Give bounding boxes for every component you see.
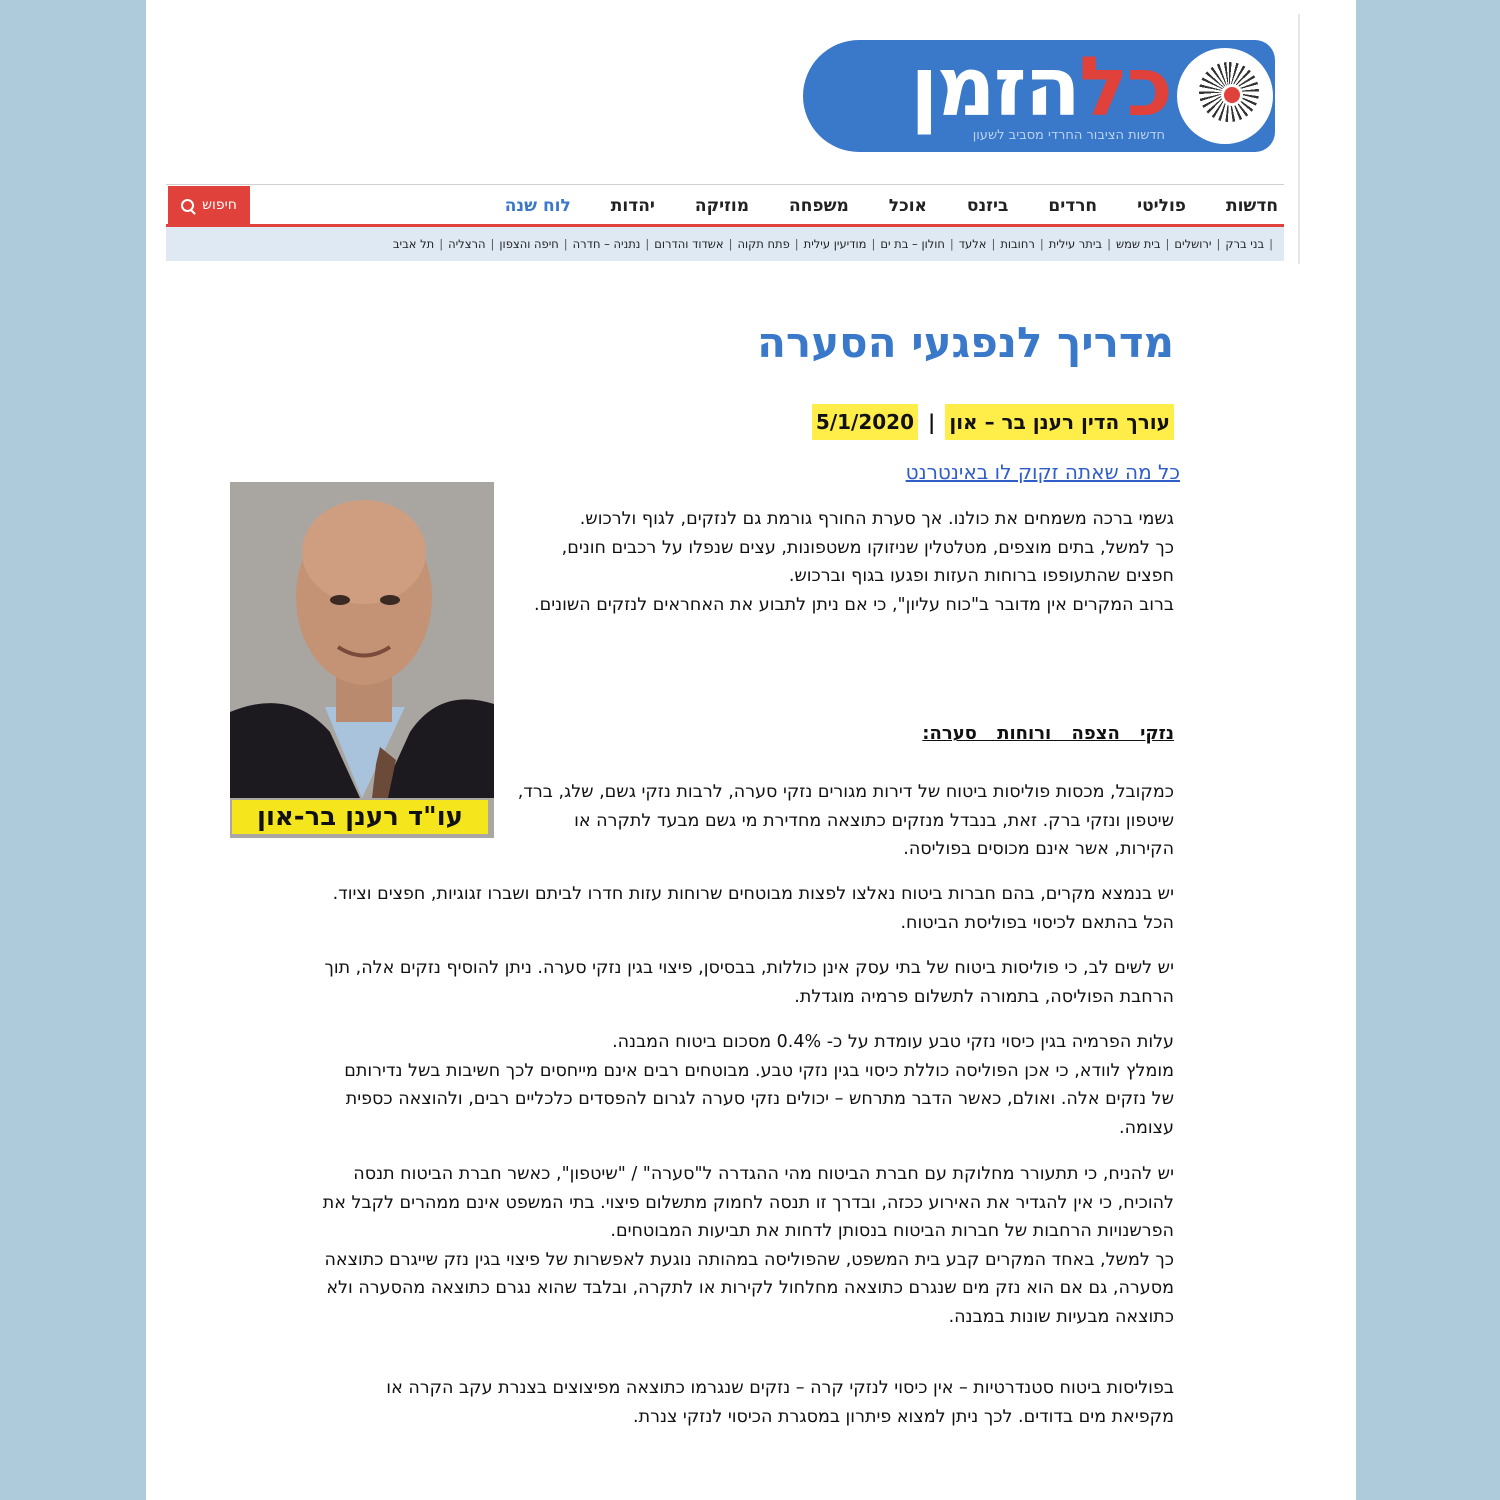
article-title: מדריך לנפגעי הסערה: [757, 318, 1174, 367]
paragraph-4: [320, 1028, 1174, 1142]
article-link[interactable]: כל מה שאתה זקוק לו באינטרנט: [905, 460, 1180, 484]
subnav-city-holon-bat-yam[interactable]: חולון – בת ים: [880, 237, 945, 251]
subnav-city-netanya-hadera[interactable]: נתניה – חדרה: [572, 237, 641, 251]
paragraph-3: יש לשים לב, כי פוליסות ביטוח של בתי עסק אינן כוללות, בבסיסן, פיצוי בגין נזקי סערה. ניתן להוסיף נזקים אלה, תוך הרחבת הפוליסה, בתמורה לתשלום פרמיה מוגדלת.: [324, 958, 1174, 1007]
nav-item-judaism[interactable]: יהדות: [610, 196, 655, 216]
city-subnav: | בני ברק | ירושלים | בית שמש | ביתר עילית | רחובות | אלעד | חולון – בת ים | מודיעין עילית | פתח תקוה | אשדוד והדרום | נתניה – חדרה | חיפה והצפון | הרצליה | תל אביב: [392, 237, 1273, 251]
nav-item-music[interactable]: מוזיקה: [694, 196, 750, 216]
subnav-city-bnei-brak[interactable]: בני ברק: [1225, 237, 1265, 251]
subnav-city-rehovot[interactable]: רחובות: [1000, 237, 1035, 251]
photo-caption: עו"ד רענן בר-און: [232, 800, 488, 834]
subnav-city-petah-tikva[interactable]: פתח תקוה: [737, 237, 790, 251]
page-edge-divider: [1298, 14, 1300, 264]
nav-item-food[interactable]: אוכל: [888, 196, 927, 216]
intro-paragraph: כך למשל, בתים מוצפים, מטלטלין שניזוקו משטפונות, עצים שנפלו על רכבים חונים, חפצים שהתעופפו ברוחות העזות ופגעו בגוף וברכוש.: [561, 537, 1174, 586]
intro-paragraph: ברוב המקרים אין מדובר ב"כוח עליון", כי אם ניתן לתבוע את האחראים לנזקים השונים.: [534, 594, 1174, 615]
paragraph-2: יש בנמצא מקרים, בהם חברות ביטוח נאלצו לפצות מבוטחים שרוחות עזות חדרו לביתם ושברו זגוגיות, חפצים וציוד. הכל בהתאם לכיסוי בפוליסת הביטוח.: [332, 884, 1174, 933]
subnav-city-modiin-illit[interactable]: מודיעין עילית: [803, 237, 867, 251]
nav-item-calendar[interactable]: לוח שנה: [504, 196, 571, 216]
paragraph-5a: יש להניח, כי תתעורר מחלוקת עם חברת הביטוח מהי ההגדרה ל"סערה" / "שיטפון", כאשר חברת הביטוח תנסה להוכיח, כי אין להגדיר את האירוע ככזה, ובדרך זו תנסה לחמוק מתשלום פיצוי. בתי המשפט אינם ממהרים לקבל את הפרשנויות הרחבות של חברות הביטוח בנסותן לדחות את תביעות המבוטחים.: [322, 1164, 1174, 1241]
author-name: עורך הדין רענן בר – און: [945, 404, 1174, 440]
logo-wordmark: [910, 40, 1171, 136]
logo-word-2: הזמן: [910, 40, 1079, 135]
wheel-hub-icon: [1221, 84, 1243, 106]
author-photo-frame: [230, 482, 494, 838]
subnav-city-jerusalem[interactable]: ירושלים: [1174, 237, 1212, 251]
author-photo: [230, 482, 494, 798]
subnav-city-ashdod[interactable]: אשדוד והדרום: [654, 237, 724, 251]
subnav-city-herzliya[interactable]: הרצליה: [448, 237, 486, 251]
paragraph-4b: מומלץ לוודא, כי אכן הפוליסה כוללת כיסוי בגין נזקי טבע. מבוטחים רבים אינם מייחסים לכך חשיבות בשל נדירותם של נזקים אלה. ואולם, כאשר הדבר מתרחש – יכולים נזקי סערה לגרום להפסדים כלכליים רבים, ולהוצאה כספית עצומה.: [344, 1060, 1174, 1138]
byline-separator: |: [928, 410, 936, 434]
site-logo[interactable]: [803, 40, 1275, 152]
nav-item-politics[interactable]: פוליטי: [1137, 196, 1186, 216]
article-date: 5/1/2020: [812, 404, 918, 440]
intro-paragraph: גשמי ברכה משמחים את כולנו. אך סערת החורף גורמת גם לנזקים, לגוף ולרכוש.: [579, 509, 1174, 529]
nav-top-divider: [166, 184, 1284, 185]
nav-item-business[interactable]: ביזנס: [966, 196, 1009, 216]
search-button[interactable]: [168, 186, 250, 224]
subnav-city-haifa[interactable]: חיפה והצפון: [499, 237, 559, 251]
search-label: חיפוש: [202, 197, 237, 213]
logo-tagline: חדשות הציבור החרדי מסביב לשעון: [972, 128, 1165, 143]
paragraph-6: בפוליסות ביטוח סטנדרטיות – אין כיסוי לנזקי קרה – נזקים שנגרמו כתוצאה מפיצוצים בצנרת עקב הקרה או מקפיאת מים בדודים. לכך ניתן למצוא פיתרון במסגרת הכיסוי לנזקי צנרת.: [386, 1378, 1174, 1427]
paragraph-5: [320, 1160, 1174, 1331]
intro-text: [515, 505, 1174, 619]
nav-item-family[interactable]: משפחה: [789, 196, 849, 216]
main-nav: [250, 190, 1278, 222]
logo-wheel-badge: [1177, 48, 1273, 144]
paragraph-4a: עלות הפרמיה בגין כיסוי נזקי טבע עומדת על כ- 0.4% מסכום ביטוח המבנה.: [612, 1032, 1174, 1052]
wheel-icon: [1199, 62, 1259, 122]
paragraph-1: כמקובל, מכסות פוליסות ביטוח של דירות מגורים נזקי סערה, לרבות נזקי גשם, שלג, ברד, שיטפון ונזקי ברק. זאת, בנבדל מנזקים כתוצאה מחדירת מי גשם מבעד לתקרה או הקירות, אשר אינם מכוסים בפוליסה.: [517, 782, 1174, 859]
nav-item-haredim[interactable]: חרדים: [1048, 196, 1098, 216]
paragraph-5b: כך למשל, באחד המקרים קבע בית המשפט, שהפוליסה במהותה נוגעת לאפשרות של פיצוי בגין נזק שייגרם כתוצאה מסערה, גם אם הוא נזק מים שנגרם כתוצאה מחלחול לקירות או לתקרה, ובלבד שהוא נגרם כתוצאה מהסערה ולא כתוצאה מבעיות שונות במבנה.: [324, 1249, 1174, 1327]
subnav-city-beitar-illit[interactable]: ביתר עילית: [1048, 237, 1103, 251]
subnav-city-elad[interactable]: אלעד: [958, 237, 987, 251]
article-byline: [780, 410, 1174, 434]
logo-word-1: כל: [1078, 40, 1171, 135]
nav-item-news[interactable]: חדשות: [1225, 196, 1278, 216]
subnav-city-tel-aviv[interactable]: תל אביב: [392, 237, 435, 251]
section-subheading: נזקי הצפה ורוחות סערה:: [922, 723, 1174, 744]
subnav-city-beit-shemesh[interactable]: בית שמש: [1115, 237, 1161, 251]
search-icon: [181, 199, 194, 212]
